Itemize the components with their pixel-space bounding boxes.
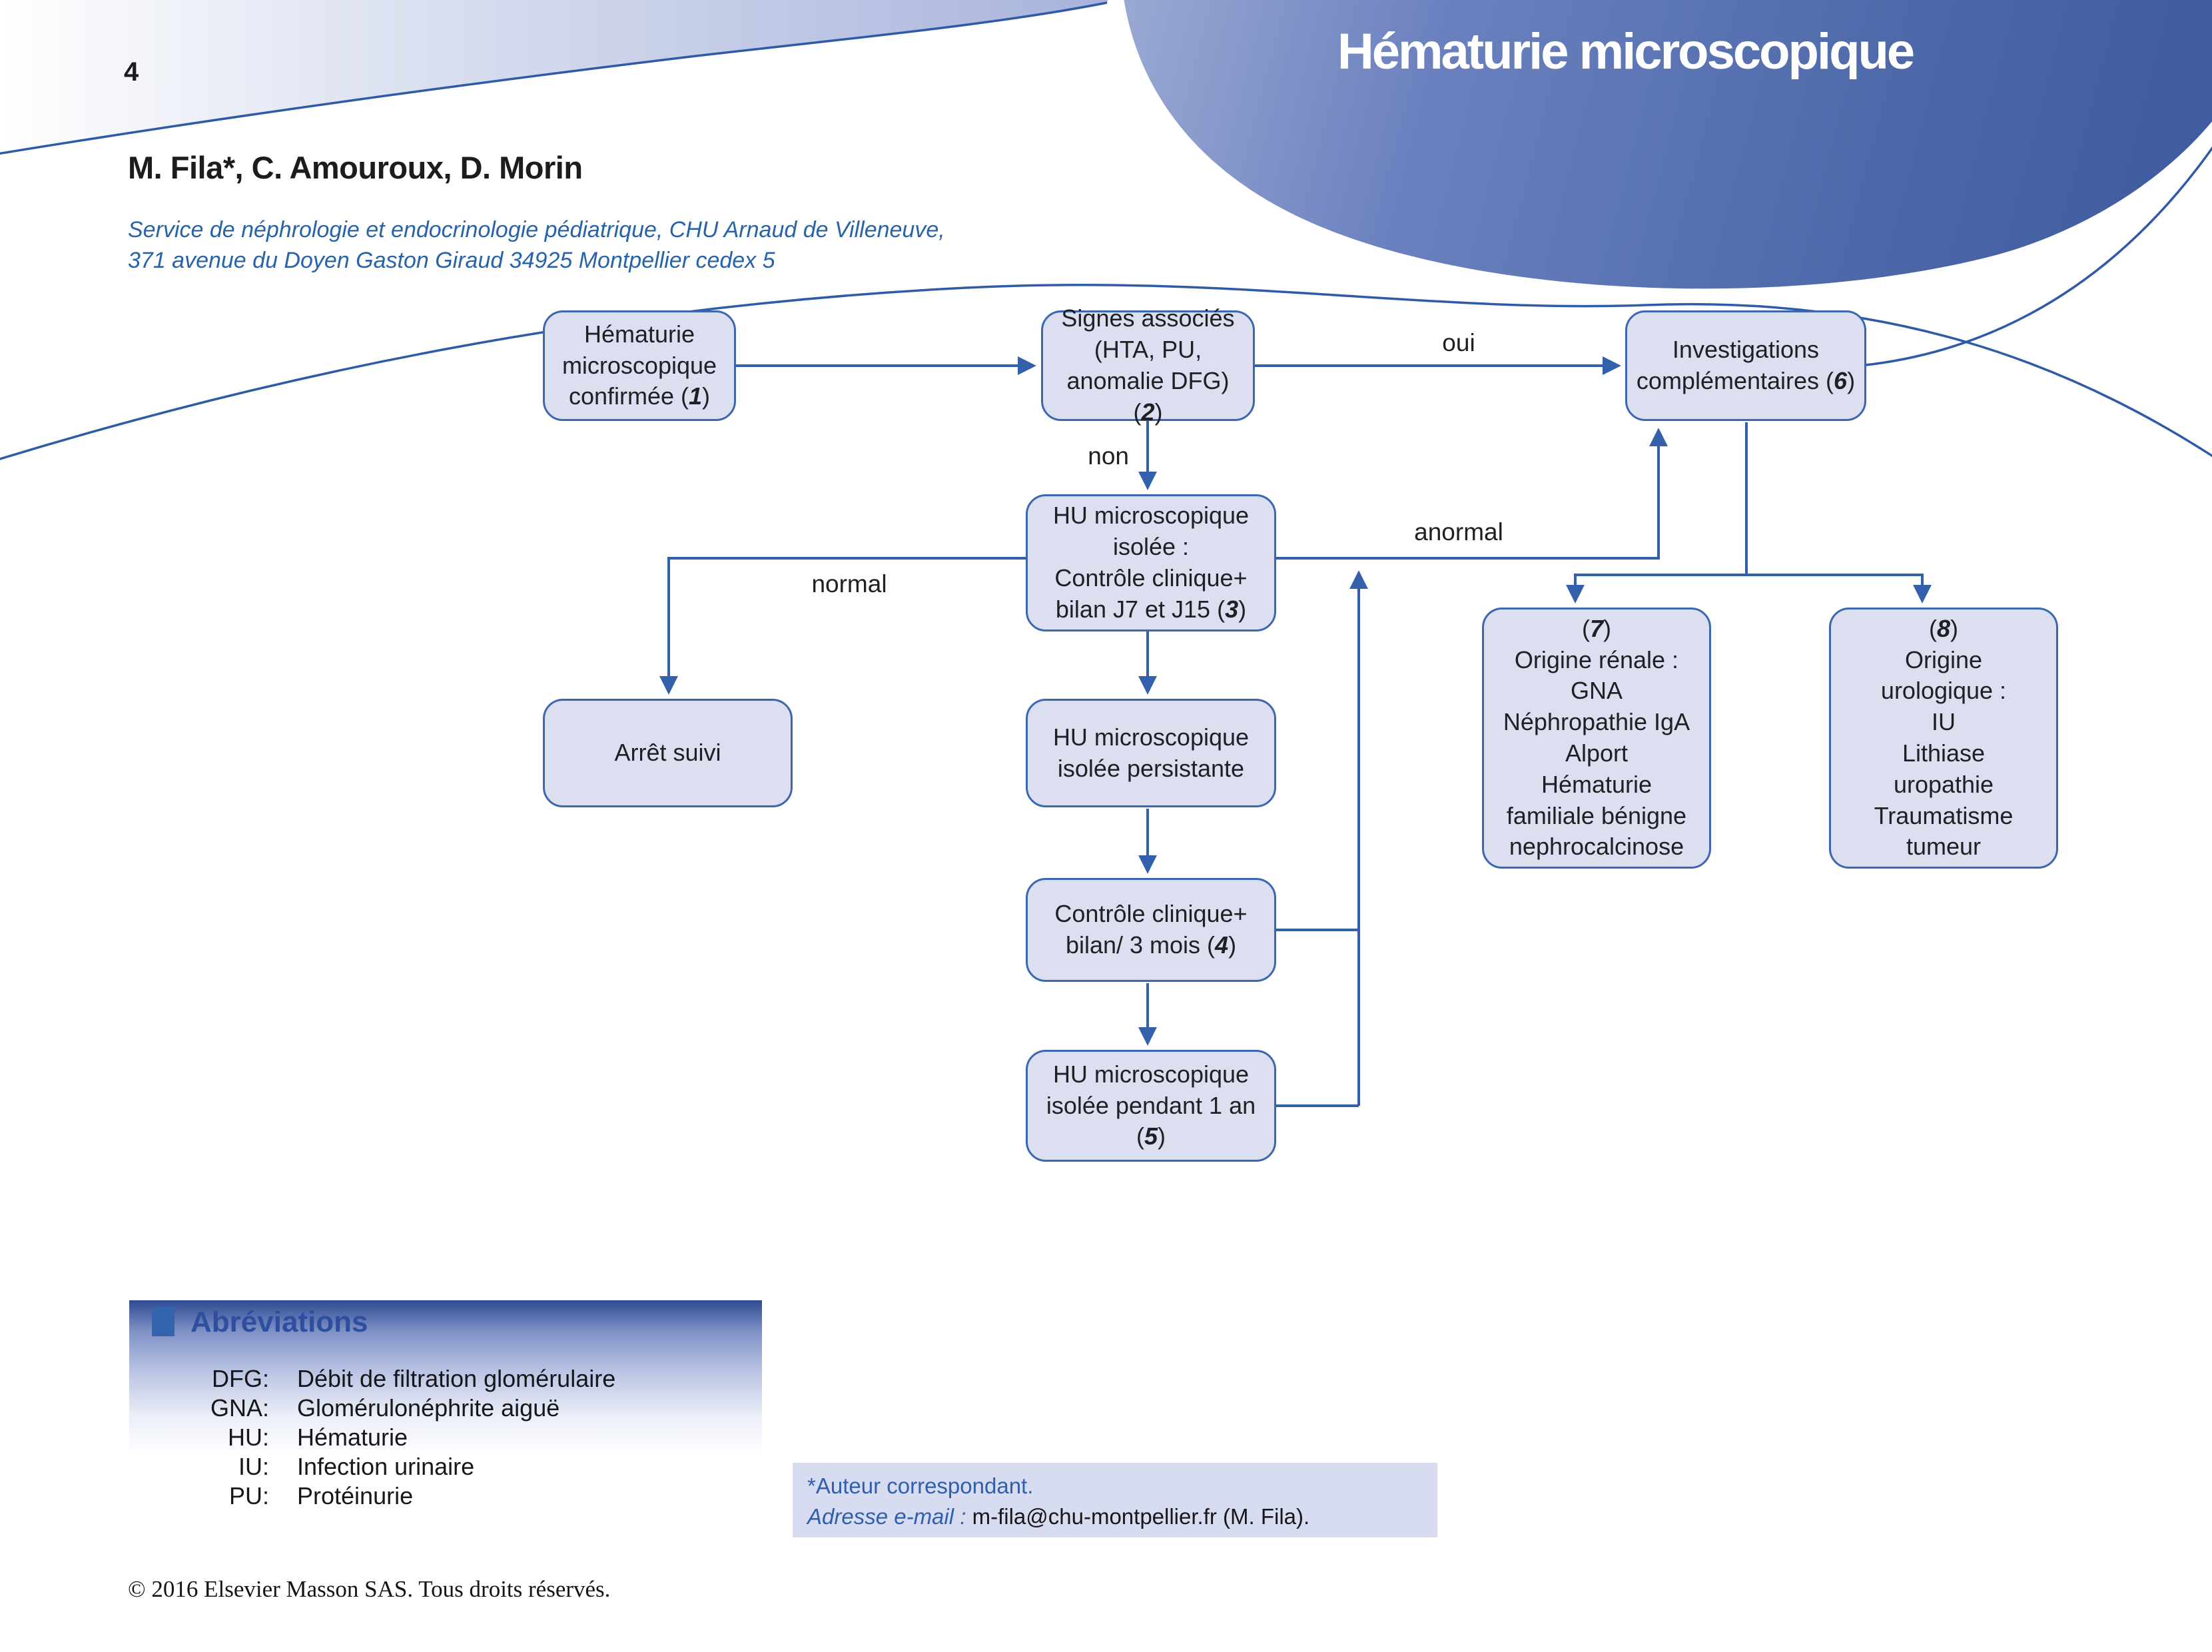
- node-hematurie-confirmee: Hématurie microscopique confirmée (1): [543, 310, 736, 421]
- abbreviation-separator: :: [262, 1482, 270, 1509]
- edge-label-normal: normal: [811, 570, 887, 598]
- abbreviation-separator: :: [262, 1394, 270, 1422]
- authors-line: M. Fila*, C. Amouroux, D. Morin: [128, 150, 583, 185]
- node-origine-urologique: (8) Origine urologique : IU Lithiase uropathie Traumatisme tumeur: [1829, 608, 2058, 869]
- abbreviation-term: GNA: [210, 1394, 262, 1422]
- correspondence-email-line: [807, 1501, 1423, 1532]
- abbreviation-term: HU: [228, 1424, 262, 1451]
- edge-label-oui: oui: [1442, 329, 1475, 356]
- abbreviation-row: [129, 1394, 762, 1423]
- abbreviation-separator: :: [262, 1424, 270, 1451]
- node-signes-associes: Signes associés (HTA, PU, anomalie DFG) (2): [1041, 310, 1255, 421]
- abbreviation-row: [129, 1452, 762, 1481]
- edge-label-anormal: anormal: [1414, 518, 1503, 546]
- section-bullet-icon: [152, 1307, 175, 1336]
- affiliation-line-2: 371 avenue du Doyen Gaston Giraud 34925 Montpellier cedex 5: [128, 248, 775, 274]
- abbreviation-separator: :: [262, 1365, 270, 1392]
- abbreviation-row: [129, 1481, 762, 1511]
- abbreviation-definition: Protéinurie: [297, 1482, 414, 1509]
- email-value: m-fila@chu-montpellier.fr (M. Fila).: [972, 1504, 1310, 1529]
- email-label: Adresse e-mail :: [807, 1504, 966, 1529]
- abbreviation-definition: Hématurie: [297, 1424, 408, 1451]
- abbreviations-header: [129, 1300, 762, 1343]
- copyright-line: © 2016 Elsevier Masson SAS. Tous droits réservés.: [128, 1576, 611, 1602]
- node-controle-3-mois: Contrôle clinique+ bilan/ 3 mois (4): [1026, 878, 1276, 982]
- abbreviation-definition: Infection urinaire: [297, 1453, 475, 1480]
- abbreviations-list: [129, 1364, 762, 1511]
- abbreviation-row: [129, 1423, 762, 1452]
- node-hu-persistante: HU microscopique isolée persistante: [1026, 699, 1276, 807]
- edge-label-non: non: [1088, 442, 1129, 470]
- page-number: 4: [124, 57, 139, 87]
- abbreviation-definition: Glomérulonéphrite aiguë: [297, 1394, 560, 1422]
- abbreviation-definition: Débit de filtration glomérulaire: [297, 1365, 616, 1392]
- correspondence-note: *Auteur correspondant.: [807, 1473, 1034, 1498]
- page-title: Hématurie microscopique: [1337, 23, 1914, 80]
- node-hu-pendant-1-an: HU microscopique isolée pendant 1 an (5): [1026, 1050, 1276, 1162]
- abbreviation-row: [129, 1364, 762, 1394]
- abbreviation-separator: :: [262, 1453, 270, 1480]
- node-investigations-complementaires: Investigations complémentaires (6): [1625, 310, 1866, 421]
- correspondence-box: [793, 1463, 1437, 1537]
- node-hu-isolee-controle: HU microscopique isolée : Contrôle clinique+ bilan J7 et J15 (3): [1026, 494, 1276, 631]
- abbreviation-term: IU: [238, 1453, 262, 1480]
- affiliation-line-1: Service de néphrologie et endocrinologie pédiatrique, CHU Arnaud de Villeneuve,: [128, 217, 945, 242]
- node-arret-suivi: Arrêt suivi: [543, 699, 793, 807]
- abbreviations-title: Abréviations: [190, 1306, 368, 1338]
- abbreviation-term: DFG: [212, 1365, 262, 1392]
- node-origine-renale: (7) Origine rénale : GNA Néphropathie IgA Alport Hématurie familiale bénigne nephrocalcinose: [1482, 608, 1711, 869]
- abbreviations-panel: [129, 1300, 762, 1520]
- abbreviation-term: PU: [228, 1482, 262, 1509]
